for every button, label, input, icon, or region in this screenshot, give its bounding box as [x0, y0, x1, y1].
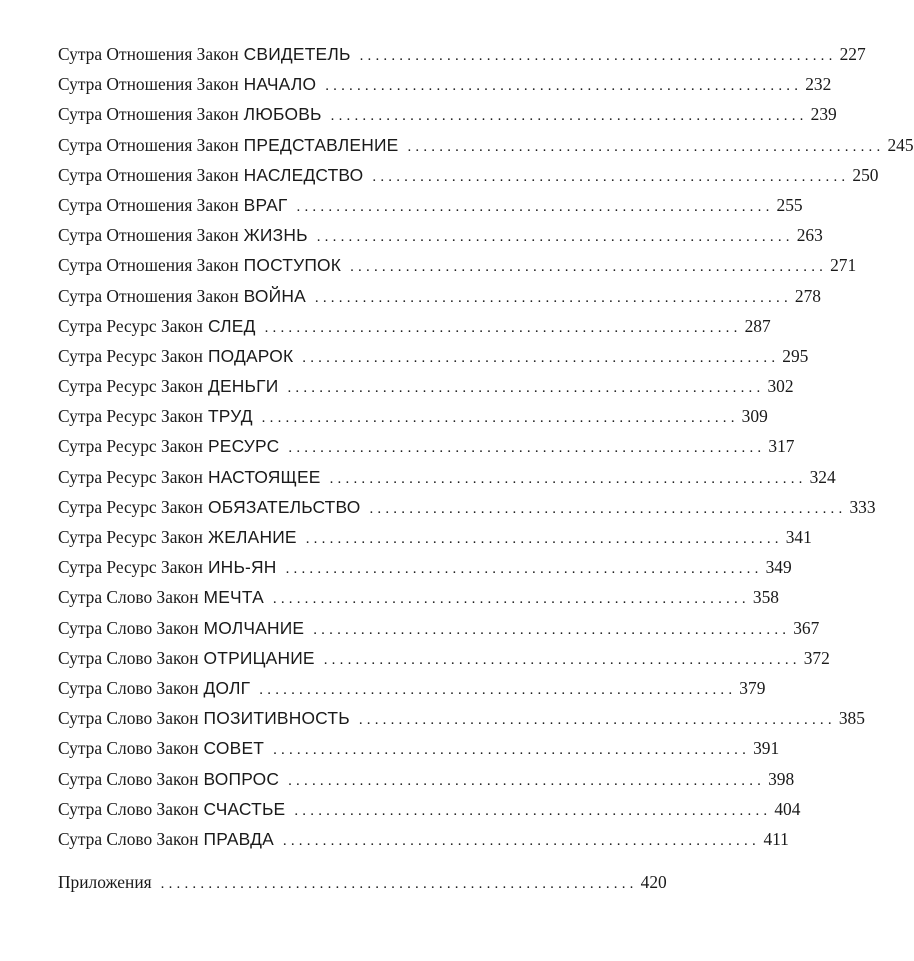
- toc-entry-page-number: 271: [830, 255, 857, 276]
- toc-entry-title: ВОЙНА: [243, 285, 306, 306]
- toc-entry-page-number: 263: [796, 225, 823, 246]
- dot-leader: ............................................................: [325, 78, 803, 95]
- toc-entry-page-number: 239: [810, 104, 837, 125]
- dot-leader: ............................................................: [358, 712, 836, 729]
- dot-leader: ............................................................: [160, 876, 638, 892]
- toc-entry-title: ПРАВДА: [203, 828, 274, 849]
- toc-entry[interactable]: [58, 44, 866, 74]
- dot-leader: ............................................................: [302, 349, 780, 366]
- toc-entry-prefix: Сутра Отношения Закон: [58, 225, 239, 246]
- dot-leader: ............................................................: [305, 531, 783, 547]
- dot-leader: ............................................................: [369, 500, 847, 517]
- toc-entry-title: ВОПРОС: [203, 768, 280, 789]
- toc-entry-page-number: 287: [744, 315, 771, 336]
- dot-leader: ............................................................: [259, 681, 737, 698]
- toc-entry-prefix: Сутра Отношения Закон: [58, 134, 239, 155]
- toc-entry-prefix: Сутра Слово Закон: [58, 828, 199, 849]
- toc-entry[interactable]: [58, 708, 865, 738]
- toc-entry-title: ДОЛГ: [203, 677, 251, 698]
- dot-leader: ............................................................: [282, 832, 760, 849]
- toc-entry-prefix: Сутра Слово Закон: [58, 768, 199, 789]
- toc-entry[interactable]: [58, 285, 821, 316]
- toc-entry[interactable]: [58, 194, 803, 225]
- toc-entry-page-number: 317: [768, 436, 795, 457]
- toc-entry-page-number: 250: [852, 164, 879, 185]
- dot-leader: ............................................................: [359, 48, 837, 64]
- toc-entry-page-number: 349: [765, 557, 792, 578]
- toc-entry-prefix: Сутра Отношения Закон: [58, 44, 239, 64]
- toc-entry-title: ОБЯЗАТЕЛЬСТВО: [207, 496, 361, 517]
- dot-leader: ............................................................: [294, 802, 772, 819]
- toc-entry[interactable]: [58, 315, 771, 346]
- toc-entry-page-number: 411: [763, 828, 789, 849]
- toc-entry-page-number: 379: [739, 677, 766, 698]
- dot-leader: ............................................................: [330, 108, 808, 125]
- toc-entry-page-number: 245: [887, 134, 914, 155]
- toc-entry-appendix[interactable]: [58, 872, 667, 902]
- toc-entry-page-number: 358: [752, 587, 779, 608]
- dot-leader: ............................................................: [285, 561, 763, 578]
- toc-entry-page-number: 372: [803, 647, 830, 668]
- toc-entry[interactable]: [58, 255, 857, 285]
- toc-entry[interactable]: [58, 406, 768, 436]
- toc-entry[interactable]: [58, 74, 832, 104]
- toc-entry-page-number: 391: [753, 738, 780, 759]
- dot-leader: ............................................................: [323, 651, 801, 668]
- toc-entry-prefix: Сутра Ресурс Закон: [58, 466, 203, 487]
- toc-entry[interactable]: [58, 466, 836, 497]
- toc-entry[interactable]: [58, 587, 779, 617]
- toc-entry-page-number: 232: [805, 74, 832, 95]
- toc-entry[interactable]: [58, 677, 766, 708]
- toc-entry-prefix: Сутра Отношения Закон: [58, 74, 239, 95]
- toc-entry-prefix: Сутра Слово Закон: [58, 708, 199, 729]
- toc-entry-title: ПОСТУПОК: [243, 255, 342, 276]
- toc-entry-page-number: 302: [767, 376, 794, 397]
- dot-leader: ............................................................: [372, 168, 850, 185]
- toc-entry-prefix: Сутра Ресурс Закон: [58, 436, 203, 457]
- toc-entry-page-number: 398: [768, 768, 795, 789]
- toc-entry-title: ЖИЗНЬ: [243, 225, 308, 246]
- toc-entry-title: МОЛЧАНИЕ: [203, 617, 305, 638]
- toc-entry-title: ДЕНЬГИ: [207, 376, 279, 397]
- toc-entry-title: СЛЕД: [207, 315, 256, 336]
- toc-entry-page-number: 385: [838, 708, 865, 729]
- toc-entry-page-number: 278: [794, 285, 821, 306]
- toc-entry[interactable]: [58, 828, 789, 859]
- toc-entry-title: ВРАГ: [243, 194, 288, 215]
- dot-leader: ............................................................: [261, 410, 739, 427]
- table-of-contents: [58, 44, 914, 859]
- toc-entry-title: МЕЧТА: [203, 587, 264, 608]
- toc-entry-prefix: Сутра Отношения Закон: [58, 164, 239, 185]
- toc-entry[interactable]: [58, 134, 914, 165]
- toc-entry-page-number: 341: [785, 527, 812, 547]
- toc-entry[interactable]: [58, 557, 792, 587]
- appendix-label: Приложения: [58, 872, 152, 892]
- toc-entry-title: НАЧАЛО: [243, 74, 317, 95]
- dot-leader: ............................................................: [296, 198, 774, 215]
- toc-entry-page-number: 255: [776, 194, 803, 215]
- toc-entry[interactable]: [58, 164, 879, 195]
- toc-entry[interactable]: [58, 617, 820, 648]
- toc-entry-title: СВИДЕТЕЛЬ: [243, 44, 351, 64]
- dot-leader: ............................................................: [264, 319, 742, 336]
- toc-entry-page-number: 227: [839, 44, 866, 64]
- toc-entry[interactable]: [58, 104, 837, 134]
- toc-entry[interactable]: [58, 527, 812, 557]
- toc-entry-title: ТРУД: [207, 406, 253, 427]
- toc-entry-prefix: Сутра Отношения Закон: [58, 104, 239, 125]
- toc-entry-prefix: Сутра Ресурс Закон: [58, 496, 203, 517]
- toc-entry-title: СОВЕТ: [203, 738, 265, 759]
- toc-entry-prefix: Сутра Слово Закон: [58, 647, 199, 668]
- toc-entry-prefix: Сутра Ресурс Закон: [58, 315, 203, 336]
- toc-entry-prefix: Сутра Ресурс Закон: [58, 406, 203, 427]
- toc-entry-prefix: Сутра Слово Закон: [58, 738, 199, 759]
- dot-leader: ............................................................: [407, 138, 885, 155]
- dot-leader: ............................................................: [272, 591, 750, 608]
- toc-entry-prefix: Сутра Отношения Закон: [58, 285, 239, 306]
- toc-entry-page-number: 309: [741, 406, 768, 427]
- toc-entry-title: ЖЕЛАНИЕ: [207, 527, 297, 547]
- toc-entry-prefix: Сутра Ресурс Закон: [58, 557, 203, 578]
- toc-entry[interactable]: [58, 496, 876, 527]
- toc-entry-title: ОТРИЦАНИЕ: [203, 647, 315, 668]
- toc-entry[interactable]: [58, 436, 795, 466]
- dot-leader: ............................................................: [314, 289, 792, 306]
- toc-entry[interactable]: [58, 738, 780, 768]
- toc-entry-page-number: 404: [774, 798, 801, 819]
- toc-entry-prefix: Сутра Слово Закон: [58, 617, 199, 638]
- dot-leader: ............................................................: [288, 440, 766, 457]
- dot-leader: ............................................................: [287, 380, 765, 397]
- toc-entry-title: ПОДАРОК: [207, 345, 294, 366]
- toc-entry[interactable]: [58, 798, 801, 829]
- toc-entry-prefix: Сутра Ресурс Закон: [58, 527, 203, 547]
- dot-leader: ............................................................: [350, 259, 828, 276]
- toc-entry-prefix: Сутра Ресурс Закон: [58, 345, 203, 366]
- toc-entry-prefix: Сутра Слово Закон: [58, 798, 199, 819]
- toc-entry-title: ИНЬ-ЯН: [207, 557, 277, 578]
- appendix-page-number: 420: [640, 872, 667, 892]
- toc-entry[interactable]: [58, 225, 823, 255]
- dot-leader: ............................................................: [313, 621, 791, 638]
- toc-entry-page-number: 367: [793, 617, 820, 638]
- toc-entry-prefix: Сутра Слово Закон: [58, 677, 199, 698]
- toc-entry-title: НАСТОЯЩЕЕ: [207, 466, 321, 487]
- dot-leader: ............................................................: [288, 772, 766, 789]
- toc-entry-title: ПОЗИТИВНОСТЬ: [203, 708, 350, 729]
- dot-leader: ............................................................: [329, 470, 807, 487]
- toc-entry[interactable]: [58, 376, 794, 406]
- toc-entry-title: НАСЛЕДСТВО: [243, 164, 364, 185]
- toc-entry-title: РЕСУРС: [207, 436, 280, 457]
- toc-entry-prefix: Сутра Отношения Закон: [58, 255, 239, 276]
- toc-entry-title: ПРЕДСТАВЛЕНИЕ: [243, 134, 399, 155]
- toc-entry[interactable]: [58, 647, 830, 678]
- toc-entry-page-number: 295: [782, 345, 809, 366]
- dot-leader: ............................................................: [273, 742, 751, 759]
- toc-entry-page-number: 324: [809, 466, 836, 487]
- toc-entry-prefix: Сутра Слово Закон: [58, 587, 199, 608]
- toc-entry-title: ЛЮБОВЬ: [243, 104, 322, 125]
- toc-entry[interactable]: [58, 768, 795, 799]
- toc-entry-prefix: Сутра Ресурс Закон: [58, 376, 203, 397]
- toc-entry-title: СЧАСТЬЕ: [203, 798, 286, 819]
- dot-leader: ............................................................: [316, 229, 794, 246]
- toc-entry-prefix: Сутра Отношения Закон: [58, 194, 239, 215]
- toc-entry-page-number: 333: [849, 496, 876, 517]
- toc-entry[interactable]: [58, 345, 809, 376]
